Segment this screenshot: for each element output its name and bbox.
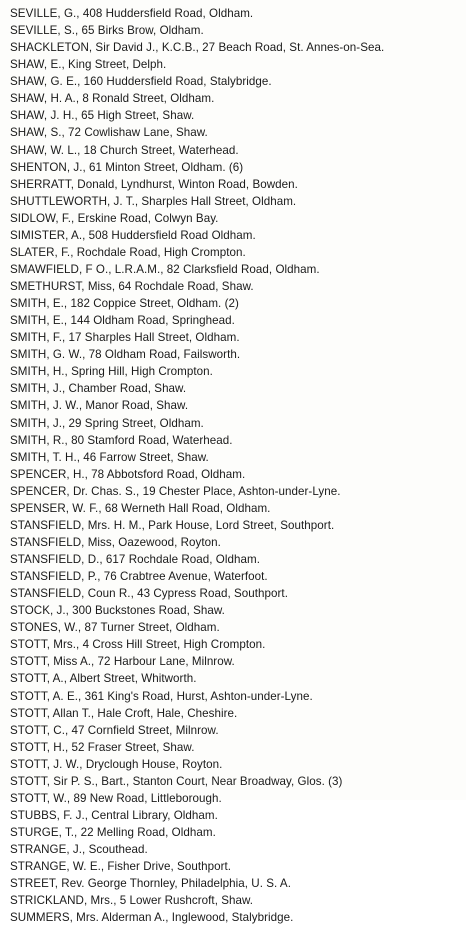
list-item: SHUTTLEWORTH, J. T., Sharples Hall Street, Oldham. xyxy=(10,194,297,208)
list-item: STRANGE, J., Scouthead. xyxy=(10,843,148,857)
list-item: SPENCER, H., 78 Abbotsford Road, Oldham. xyxy=(10,467,246,481)
list-item: STOTT, Allan T., Hale Croft, Hale, Cheshire. xyxy=(10,706,238,720)
list-item: STOTT, A. E., 361 King's Road, Hurst, Ashton-under-Lyne. xyxy=(10,689,313,703)
list-item: SMITH, G. W., 78 Oldham Road, Failsworth. xyxy=(10,348,241,362)
list-item: STOTT, Mrs., 4 Cross Hill Street, High Crompton. xyxy=(10,638,266,652)
list-item: STOCK, J., 300 Buckstones Road, Shaw. xyxy=(10,604,225,618)
list-item: SMITH, T. H., 46 Farrow Street, Shaw. xyxy=(10,450,209,464)
list-item: STURGE, T., 22 Melling Road, Oldham. xyxy=(10,826,216,839)
list-item: SMAWFIELD, F O., L.R.A.M., 82 Clarksfield Road, Oldham. xyxy=(10,262,320,276)
list-item: STOTT, H., 52 Fraser Street, Shaw. xyxy=(10,740,195,754)
list-item: STONES, W., 87 Turner Street, Oldham. xyxy=(10,621,220,635)
list-item: STRANGE, W. E., Fisher Drive, Southport. xyxy=(10,860,232,874)
list-item: SPENCER, Dr. Chas. S., 19 Chester Place, Ashton-under-Lyne. xyxy=(10,484,341,498)
subscriber-list xyxy=(10,5,466,926)
list-item: SHAW, J. H., 65 High Street, Shaw. xyxy=(10,109,195,123)
list-item: SMITH, J., 29 Spring Street, Oldham. xyxy=(10,416,204,430)
list-item: STOTT, W., 89 New Road, Littleborough. xyxy=(10,791,222,805)
list-item: SHENTON, J., 61 Minton Street, Oldham. (6) xyxy=(10,160,244,174)
list-item: STOTT, A., Albert Street, Whitworth. xyxy=(10,672,197,686)
list-item: SLATER, F., Rochdale Road, High Crompton. xyxy=(10,245,246,259)
list-item: SHAW, H. A., 8 Ronald Street, Oldham. xyxy=(10,92,215,106)
list-item: SEVILLE, G., 408 Huddersfield Road, Oldham. xyxy=(10,7,254,20)
list-item: STRICKLAND, Mrs., 5 Lower Rushcroft, Shaw. xyxy=(10,894,254,908)
list-item: SPENSER, W. F., 68 Werneth Hall Road, Oldham. xyxy=(10,501,271,515)
list-item: SMITH, F., 17 Sharples Hall Street, Oldham. xyxy=(10,331,240,345)
list-item: STOTT, J. W., Dryclough House, Royton. xyxy=(10,757,223,771)
list-item: STOTT, Miss A., 72 Harbour Lane, Milnrow. xyxy=(10,655,235,669)
list-item: SEVILLE, S., 65 Birks Brow, Oldham. xyxy=(10,24,204,38)
list-item: SMITH, J. W., Manor Road, Shaw. xyxy=(10,399,189,413)
list-item: SHACKLETON, Sir David J., K.C.B., 27 Beach Road, St. Annes-on-Sea. xyxy=(10,41,385,55)
list-item: STANSFIELD, Miss, Oazewood, Royton. xyxy=(10,535,221,549)
list-item: STOTT, C., 47 Cornfield Street, Milnrow. xyxy=(10,723,219,737)
list-item: SMITH, R., 80 Stamford Road, Waterhead. xyxy=(10,433,233,447)
list-item: SHAW, E., King Street, Delph. xyxy=(10,58,167,72)
list-item: SHERRATT, Donald, Lyndhurst, Winton Road, Bowden. xyxy=(10,177,298,191)
list-item: STANSFIELD, D., 617 Rochdale Road, Oldham. xyxy=(10,553,260,566)
list-item: SUMMERS, Mrs. Alderman A., Inglewood, Stalybridge. xyxy=(10,911,294,925)
list-item: STUBBS, F. J., Central Library, Oldham. xyxy=(10,808,218,822)
list-item: STANSFIELD, Coun R., 43 Cypress Road, Southport. xyxy=(10,587,288,601)
list-item: STANSFIELD, P., 76 Crabtree Avenue, Waterfoot. xyxy=(10,570,268,584)
list-item: SIMISTER, A., 508 Huddersfield Road Oldham. xyxy=(10,228,256,242)
list-item: SHAW, S., 72 Cowlishaw Lane, Shaw. xyxy=(10,126,208,140)
list-item: STREET, Rev. George Thornley, Philadelphia, U. S. A. xyxy=(10,877,291,891)
list-item: SMETHURST, Miss, 64 Rochdale Road, Shaw. xyxy=(10,280,254,293)
list-item: SHAW, G. E., 160 Huddersfield Road, Stalybridge. xyxy=(10,75,272,89)
list-item: SMITH, J., Chamber Road, Shaw. xyxy=(10,382,187,396)
list-item: STOTT, Sir P. S., Bart., Stanton Court, Near Broadway, Glos. (3) xyxy=(10,774,343,788)
list-item: SMITH, E., 182 Coppice Street, Oldham. (2) xyxy=(10,297,239,311)
list-item: SMITH, E., 144 Oldham Road, Springhead. xyxy=(10,314,235,328)
list-item: SMITH, H., Spring Hill, High Crompton. xyxy=(10,365,213,379)
list-item: SHAW, W. L., 18 Church Street, Waterhead. xyxy=(10,143,239,157)
list-item: SIDLOW, F., Erskine Road, Colwyn Bay. xyxy=(10,211,219,225)
list-item: STANSFIELD, Mrs. H. M., Park House, Lord Street, Southport. xyxy=(10,518,335,532)
